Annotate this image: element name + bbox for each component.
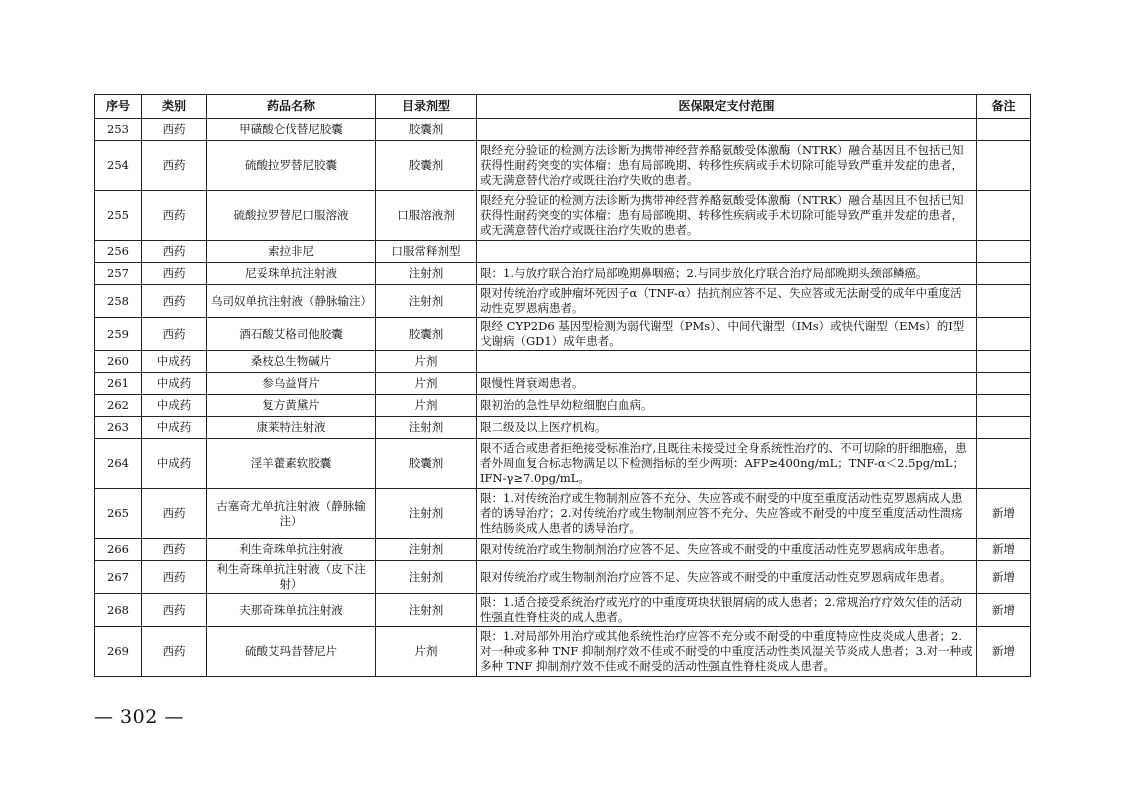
cell-dosage-form: 注射剂 bbox=[376, 594, 477, 627]
cell-seq: 258 bbox=[95, 285, 142, 318]
cell-note bbox=[977, 191, 1031, 241]
cell-payment-scope bbox=[477, 119, 977, 141]
cell-dosage-form: 口服溶液剂 bbox=[376, 191, 477, 241]
cell-seq: 259 bbox=[95, 318, 142, 351]
cell-drug-name: 酒石酸艾格司他胶囊 bbox=[207, 318, 376, 351]
cell-drug-name: 硫酸拉罗替尼胶囊 bbox=[207, 141, 376, 191]
table-row bbox=[95, 489, 1031, 539]
cell-dosage-form: 胶囊剂 bbox=[376, 439, 477, 489]
cell-payment-scope: 限对传统治疗或生物制剂治疗应答不足、失应答或不耐受的中重度活动性克罗恩病成年患者。 bbox=[477, 539, 977, 561]
cell-seq: 267 bbox=[95, 561, 142, 594]
cell-seq: 260 bbox=[95, 351, 142, 373]
cell-payment-scope: 限二级及以上医疗机构。 bbox=[477, 417, 977, 439]
cell-dosage-form: 口服常释剂型 bbox=[376, 241, 477, 263]
table-body bbox=[95, 119, 1031, 677]
cell-seq: 263 bbox=[95, 417, 142, 439]
cell-drug-name: 硫酸拉罗替尼口服溶液 bbox=[207, 191, 376, 241]
cell-note: 新增 bbox=[977, 594, 1031, 627]
cell-dosage-form: 胶囊剂 bbox=[376, 318, 477, 351]
cell-drug-name: 桑枝总生物碱片 bbox=[207, 351, 376, 373]
table-header-row bbox=[95, 95, 1031, 119]
cell-dosage-form: 注射剂 bbox=[376, 489, 477, 539]
cell-payment-scope: 限：1.对传统治疗或生物制剂应答不充分、失应答或不耐受的中度至重度活动性克罗恩病成人患者的诱导治疗；2.对传统治疗或生物制剂应答不充分、失应答或不耐受的中度至重度活动性溃疡性结肠炎成人患者的诱导治疗。 bbox=[477, 489, 977, 539]
cell-category: 中成药 bbox=[142, 417, 207, 439]
header-dosage-form: 目录剂型 bbox=[376, 95, 477, 119]
cell-drug-name: 利生奇珠单抗注射液（皮下注射） bbox=[207, 561, 376, 594]
table-row bbox=[95, 373, 1031, 395]
cell-note bbox=[977, 318, 1031, 351]
cell-category: 中成药 bbox=[142, 373, 207, 395]
table-row bbox=[95, 627, 1031, 677]
cell-dosage-form: 注射剂 bbox=[376, 285, 477, 318]
page-number: — 302 — bbox=[94, 706, 184, 728]
cell-seq: 266 bbox=[95, 539, 142, 561]
cell-payment-scope: 限对传统治疗或生物制剂治疗应答不足、失应答或不耐受的中重度活动性克罗恩病成年患者。 bbox=[477, 561, 977, 594]
header-seq: 序号 bbox=[95, 95, 142, 119]
cell-note: 新增 bbox=[977, 539, 1031, 561]
cell-drug-name: 甲磺酸仑伐替尼胶囊 bbox=[207, 119, 376, 141]
cell-seq: 255 bbox=[95, 191, 142, 241]
cell-category: 西药 bbox=[142, 627, 207, 677]
cell-payment-scope: 限：1.适合接受系统治疗或光疗的中重度斑块状银屑病的成人患者；2.常规治疗疗效欠佳的活动性强直性脊柱炎的成人患者。 bbox=[477, 594, 977, 627]
table-row bbox=[95, 318, 1031, 351]
cell-note bbox=[977, 373, 1031, 395]
cell-drug-name: 夫那奇珠单抗注射液 bbox=[207, 594, 376, 627]
cell-category: 西药 bbox=[142, 241, 207, 263]
cell-note bbox=[977, 395, 1031, 417]
cell-payment-scope: 限：1.与放疗联合治疗局部晚期鼻咽癌；2.与同步放化疗联合治疗局部晚期头颈部鳞癌。 bbox=[477, 263, 977, 285]
cell-drug-name: 索拉非尼 bbox=[207, 241, 376, 263]
cell-dosage-form: 胶囊剂 bbox=[376, 119, 477, 141]
cell-drug-name: 利生奇珠单抗注射液 bbox=[207, 539, 376, 561]
cell-payment-scope: 限：1.对局部外用治疗或其他系统性治疗应答不充分或不耐受的中重度特应性皮炎成人患者；2.对一种或多种 TNF 抑制剂疗效不佳或不耐受的中重度活动性类风湿关节炎成人患者；3.对一种或多种 TNF 抑制剂疗效不佳或不耐受的活动性强直性脊柱炎成人患者。 bbox=[477, 627, 977, 677]
cell-dosage-form: 注射剂 bbox=[376, 417, 477, 439]
cell-note bbox=[977, 119, 1031, 141]
cell-note: 新增 bbox=[977, 627, 1031, 677]
cell-seq: 264 bbox=[95, 439, 142, 489]
cell-category: 西药 bbox=[142, 594, 207, 627]
cell-drug-name: 乌司奴单抗注射液（静脉输注） bbox=[207, 285, 376, 318]
cell-note bbox=[977, 417, 1031, 439]
cell-drug-name: 参乌益肾片 bbox=[207, 373, 376, 395]
table-row bbox=[95, 241, 1031, 263]
cell-drug-name: 康莱特注射液 bbox=[207, 417, 376, 439]
cell-dosage-form: 片剂 bbox=[376, 373, 477, 395]
cell-drug-name: 复方黄黛片 bbox=[207, 395, 376, 417]
table-row bbox=[95, 594, 1031, 627]
cell-payment-scope: 限对传统治疗或肿瘤坏死因子α（TNF-α）拮抗剂应答不足、失应答或无法耐受的成年中重度活动性克罗恩病患者。 bbox=[477, 285, 977, 318]
table-row bbox=[95, 417, 1031, 439]
table-row bbox=[95, 263, 1031, 285]
cell-payment-scope: 限经充分验证的检测方法诊断为携带神经营养酪氨酸受体激酶（NTRK）融合基因且不包括已知获得性耐药突变的实体瘤：患有局部晚期、转移性疾病或手术切除可能导致严重并发症的患者，或无满意替代治疗或既往治疗失败的患者。 bbox=[477, 141, 977, 191]
cell-payment-scope: 限经 CYP2D6 基因型检测为弱代谢型（PMs）、中间代谢型（IMs）或快代谢型（EMs）的Ⅰ型戈谢病（GD1）成年患者。 bbox=[477, 318, 977, 351]
table-row bbox=[95, 191, 1031, 241]
cell-note bbox=[977, 141, 1031, 191]
header-payment-scope: 医保限定支付范围 bbox=[477, 95, 977, 119]
cell-drug-name: 淫羊藿素软胶囊 bbox=[207, 439, 376, 489]
cell-payment-scope: 限不适合或患者拒绝接受标准治疗,且既往未接受过全身系统性治疗的、不可切除的肝细胞癌，患者外周血复合标志物满足以下检测指标的至少两项：AFP≥400ng/mL；TNF-α＜2.5pg/mL；IFN-γ≥7.0pg/mL。 bbox=[477, 439, 977, 489]
header-drug-name: 药品名称 bbox=[207, 95, 376, 119]
cell-category: 西药 bbox=[142, 119, 207, 141]
cell-note bbox=[977, 285, 1031, 318]
cell-dosage-form: 片剂 bbox=[376, 627, 477, 677]
table-row bbox=[95, 395, 1031, 417]
cell-drug-name: 硫酸艾玛昔替尼片 bbox=[207, 627, 376, 677]
cell-seq: 265 bbox=[95, 489, 142, 539]
cell-category: 西药 bbox=[142, 263, 207, 285]
table-row bbox=[95, 285, 1031, 318]
cell-category: 西药 bbox=[142, 489, 207, 539]
cell-seq: 253 bbox=[95, 119, 142, 141]
drug-table bbox=[94, 94, 1031, 677]
cell-category: 西药 bbox=[142, 191, 207, 241]
table-row bbox=[95, 561, 1031, 594]
header-note: 备注 bbox=[977, 95, 1031, 119]
cell-seq: 268 bbox=[95, 594, 142, 627]
cell-note: 新增 bbox=[977, 489, 1031, 539]
table-row bbox=[95, 119, 1031, 141]
cell-dosage-form: 注射剂 bbox=[376, 561, 477, 594]
cell-category: 中成药 bbox=[142, 439, 207, 489]
table-row bbox=[95, 141, 1031, 191]
header-category: 类别 bbox=[142, 95, 207, 119]
cell-dosage-form: 片剂 bbox=[376, 395, 477, 417]
drug-table-container bbox=[94, 94, 1030, 677]
cell-drug-name: 尼妥珠单抗注射液 bbox=[207, 263, 376, 285]
cell-category: 西药 bbox=[142, 539, 207, 561]
cell-category: 西药 bbox=[142, 561, 207, 594]
cell-category: 西药 bbox=[142, 285, 207, 318]
cell-seq: 254 bbox=[95, 141, 142, 191]
cell-seq: 269 bbox=[95, 627, 142, 677]
cell-dosage-form: 片剂 bbox=[376, 351, 477, 373]
table-row bbox=[95, 539, 1031, 561]
cell-note bbox=[977, 351, 1031, 373]
cell-payment-scope bbox=[477, 351, 977, 373]
cell-payment-scope: 限初治的急性早幼粒细胞白血病。 bbox=[477, 395, 977, 417]
cell-seq: 261 bbox=[95, 373, 142, 395]
table-row bbox=[95, 439, 1031, 489]
cell-note: 新增 bbox=[977, 561, 1031, 594]
cell-drug-name: 古塞奇尤单抗注射液（静脉输注） bbox=[207, 489, 376, 539]
cell-seq: 262 bbox=[95, 395, 142, 417]
cell-payment-scope bbox=[477, 241, 977, 263]
cell-dosage-form: 胶囊剂 bbox=[376, 141, 477, 191]
cell-seq: 256 bbox=[95, 241, 142, 263]
cell-dosage-form: 注射剂 bbox=[376, 263, 477, 285]
cell-payment-scope: 限慢性肾衰竭患者。 bbox=[477, 373, 977, 395]
cell-note bbox=[977, 439, 1031, 489]
table-row bbox=[95, 351, 1031, 373]
cell-seq: 257 bbox=[95, 263, 142, 285]
cell-category: 中成药 bbox=[142, 395, 207, 417]
cell-payment-scope: 限经充分验证的检测方法诊断为携带神经营养酪氨酸受体激酶（NTRK）融合基因且不包括已知获得性耐药突变的实体瘤：患有局部晚期、转移性疾病或手术切除可能导致严重并发症的患者，或无满意替代治疗或既往治疗失败的患者。 bbox=[477, 191, 977, 241]
cell-note bbox=[977, 263, 1031, 285]
cell-note bbox=[977, 241, 1031, 263]
cell-category: 西药 bbox=[142, 318, 207, 351]
cell-dosage-form: 注射剂 bbox=[376, 539, 477, 561]
cell-category: 西药 bbox=[142, 141, 207, 191]
cell-category: 中成药 bbox=[142, 351, 207, 373]
